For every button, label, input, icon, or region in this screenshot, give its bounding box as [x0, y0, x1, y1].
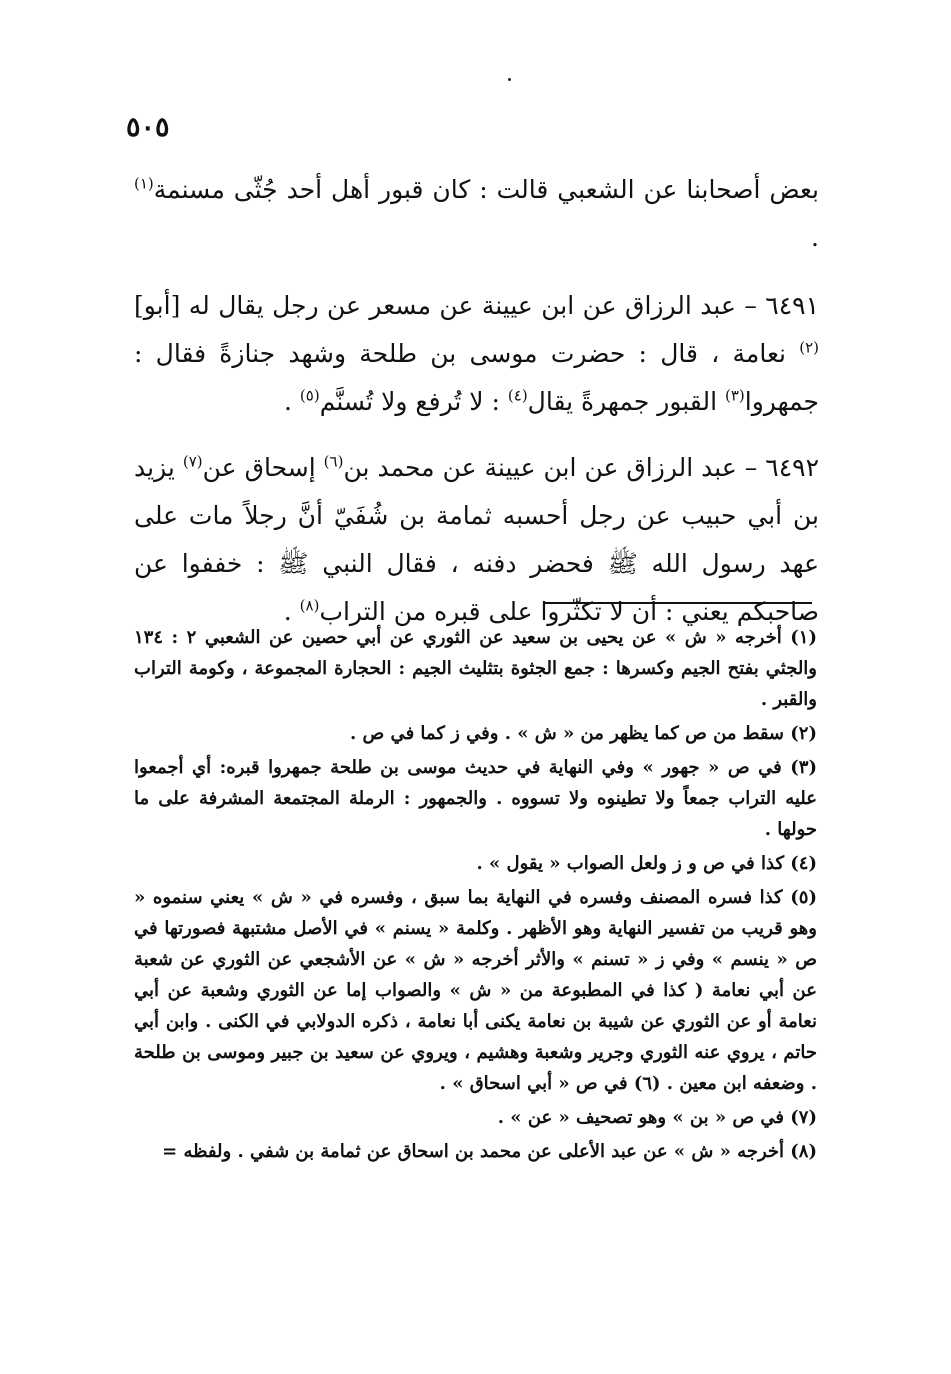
footnote-ref-8[interactable]: (٨)	[299, 596, 320, 615]
footnote-ref-4[interactable]: (٤)	[507, 386, 528, 405]
hadith-6492-part3: يزيد بن أبي حبيب عن رجل أحسبه ثمامة بن شُفَيّ أنَّ رجلاً مات على عهد رسول الله ﷺ فحضر دفنه ، فقال النبي ﷺ : خففوا عن صاحبكم يعني : أن لا تكثّروا على قبره من التراب	[134, 453, 819, 626]
page-number: ٥٠٥	[126, 112, 170, 143]
ink-speck	[508, 78, 511, 81]
hadith-6492-part1: ٦٤٩٢ – عبد الرزاق عن ابن عيينة عن محمد بن	[343, 453, 820, 482]
hadith-6491-part4: : لا تُرفع ولا تُسنَّم	[319, 387, 508, 416]
intro-end: .	[811, 223, 819, 252]
footnote-ref-6[interactable]: (٦)	[323, 452, 344, 471]
hadith-6491-part1: ٦٤٩١ – عبد الرزاق عن ابن عيينة عن مسعر عن رجل يقال له [أبو]	[134, 291, 819, 320]
footnote-ref-3[interactable]: (٣)	[724, 386, 745, 405]
footnote-2: (٢) سقط من ص كما يظهر من « ش » . وفي ز كما في ص .	[350, 723, 817, 744]
footnote-8: (٨) أخرجه « ش » عن عبد الأعلى عن محمد بن اسحاق عن ثمامة بن شفي . ولفظه =	[162, 1141, 817, 1162]
footnote-1: (١) أخرجه « ش » عن يحيى بن سعيد عن الثوري عن أبي حصين عن الشعبي ٢ : ١٣٤ والجثي بفتح الجيم وكسرها : جمع الجثوة بتثليث الجيم : الحجارة المجموعة ، وكومة التراب والقبر .	[134, 627, 817, 710]
main-text	[134, 166, 819, 654]
footnote-ref-5[interactable]: (٥)	[299, 386, 320, 405]
footnote-ref-2[interactable]: (٢)	[799, 338, 819, 357]
footnote-5: (٥) كذا فسره المصنف وفسره في النهاية بما سبق ، وفسره في « ش » يعني سنموه « وهو قريب من تفسير النهاية وهو الأظهر . وكلمة « يسنم » في الأصل مشتبهة فصورتها في ص « ينسم » وفي ز « تسنم » والأثر أخرجه « ش » عن الأشجعي عن الثوري عن شعبة عن أبي نعامة ( كذا في المطبوعة من « ش » والصواب إما عن الثوري وشعبة عن أبي نعامة أو عن الثوري عن شيبة بن نعامة يكنى أبا نعامة ، ذكره الدولابي في الكنى . وابن أبي حاتم ، يروي عنه الثوري وجرير وشعبة وهشيم ، ويروي عن سعيد بن جبير وموسى بن طلحة . وضعفه ابن معين . (٦) في ص « أبي اسحاق » .	[134, 887, 818, 1094]
hadith-6491	[134, 282, 819, 426]
hadith-6492-part2: إسحاق عن	[202, 453, 324, 482]
footnotes	[134, 622, 817, 1170]
footnote-4: (٤) كذا في ص و ز ولعل الصواب « يقول » .	[476, 853, 817, 874]
hadith-6492	[134, 444, 819, 636]
hadith-6492-end: .	[283, 597, 300, 626]
footnote-3: (٣) في ص « جهور » وفي النهاية في حديث موسى بن طلحة جمهروا قبره: أي أجمعوا عليه التراب جمعاً ولا تطينوه ولا تسووه . والجمهور : الرملة المجتمعة المشرفة على ما حولها .	[134, 757, 817, 840]
footnote-separator	[544, 602, 812, 604]
footnote-ref-1[interactable]: (١)	[134, 174, 154, 193]
footnote-ref-7[interactable]: (٧)	[182, 452, 203, 471]
hadith-6491-part3: القبور جمهرةً يقال	[527, 387, 725, 416]
hadith-6491-end: .	[284, 387, 300, 416]
intro-paragraph	[134, 166, 819, 262]
hadith-6491-part2: نعامة ، قال : حضرت موسى بن طلحة وشهد جنازةً فقال : جمهروا	[134, 339, 819, 416]
footnote-7: (٧) في ص « بن » وهو تصحيف « عن » .	[497, 1107, 817, 1128]
intro-text: بعض أصحابنا عن الشعبي قالت : كان قبور أهل أحد جُثّى مسنمة	[153, 175, 819, 204]
